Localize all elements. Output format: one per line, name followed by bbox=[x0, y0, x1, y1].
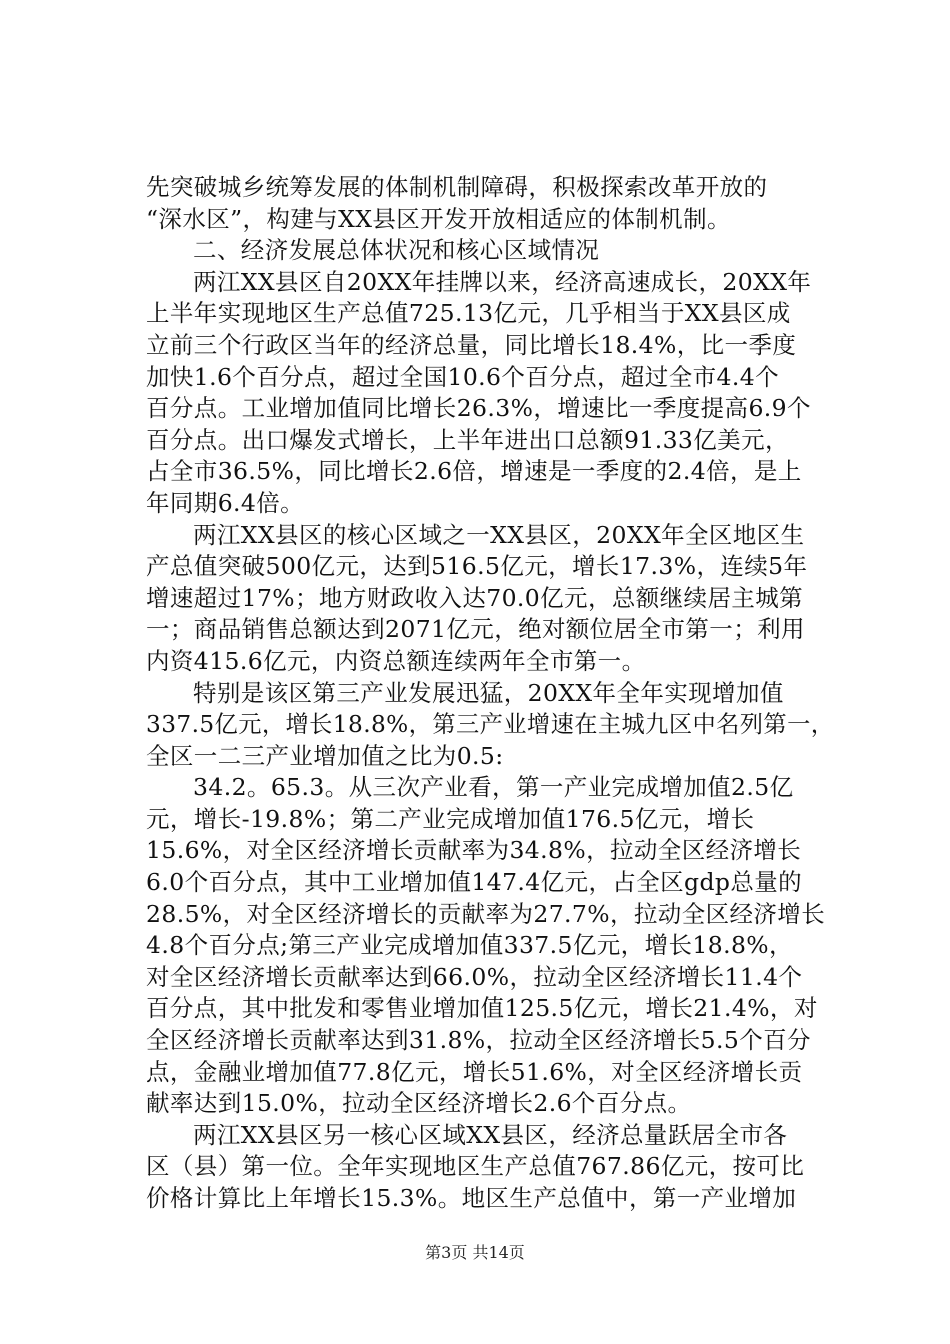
text-line: 特别是该区第三产业发展迅猛，20XX年全年实现增加值 bbox=[193, 678, 784, 707]
text-line: 价格计算比上年增长15.3%。地区生产总值中，第一产业增加 bbox=[146, 1184, 797, 1212]
text-line: 6.0个百分点，其中工业增加值147.4亿元，占全区gdp总量的 bbox=[146, 868, 803, 897]
text-line: 点，金融业增加值77.8亿元，增长51.6%，对全区经济增长贡 bbox=[146, 1057, 803, 1086]
page-footer: 第3页 共14页 bbox=[425, 1243, 525, 1262]
text-line: 对全区经济增长贡献率达到66.0%，拉动全区经济增长11.4个 bbox=[146, 962, 803, 991]
text-line: 占全市36.5%，同比增长2.6倍，增速是一季度的2.4倍，是上 bbox=[146, 457, 802, 486]
text-line: 百分点。工业增加值同比增长26.3%，增速比一季度提高6.9个 bbox=[146, 394, 811, 423]
text-line: 两江XX县区另一核心区域XX县区，经济总量跃居全市各 bbox=[193, 1120, 788, 1149]
text-line: 337.5亿元，增长18.8%，第三产业增速在主城九区中名列第一， bbox=[146, 711, 835, 739]
text-line: 内资415.6亿元，内资总额连续两年全市第一。 bbox=[146, 646, 646, 675]
document-body bbox=[146, 172, 840, 1215]
text-line: 两江XX县区自20XX年挂牌以来，经济高速成长，20XX年 bbox=[193, 267, 812, 296]
text-line: 上半年实现地区生产总值725.13亿元，几乎相当于XX县区成 bbox=[146, 299, 791, 328]
text-line: 两江XX县区的核心区域之一XX县区，20XX年全区地区生 bbox=[193, 520, 805, 549]
text-line: 增速超过17%；地方财政收入达70.0亿元，总额继续居主城第 bbox=[146, 583, 804, 612]
text-line: 28.5%，对全区经济增长的贡献率为27.7%，拉动全区经济增长 bbox=[146, 899, 826, 928]
text-line: 百分点。出口爆发式增长，上半年进出口总额91.33亿美元， bbox=[146, 425, 789, 454]
text-line: 加快1.6个百分点，超过全国10.6个百分点，超过全市4.4个 bbox=[146, 362, 779, 391]
text-line: 区（县）第一位。全年实现地区生产总值767.86亿元，按可比 bbox=[146, 1152, 805, 1181]
text-line: 元，增长-19.8%；第二产业完成增加值176.5亿元，增长 bbox=[146, 804, 755, 833]
text-line: 二、经济发展总体状况和核心区域情况 bbox=[193, 236, 600, 265]
text-line: 年同期6.4倍。 bbox=[146, 488, 305, 517]
text-line: 15.6%，对全区经济增长贡献率为34.8%，拉动全区经济增长 bbox=[146, 836, 802, 865]
text-line: “深水区”，构建与XX县区开发开放相适应的体制机制。 bbox=[146, 204, 731, 233]
text-line: 全区一二三产业增加值之比为0.5: bbox=[146, 741, 504, 770]
text-line: 4.8个百分点;第三产业完成增加值337.5亿元，增长18.8%， bbox=[146, 931, 793, 960]
text-line: 34.2。65.3。从三次产业看，第一产业完成增加值2.5亿 bbox=[193, 773, 794, 802]
text-line: 献率达到15.0%，拉动全区经济增长2.6个百分点。 bbox=[146, 1089, 692, 1118]
text-line: 一；商品销售总额达到2071亿元，绝对额位居全市第一；利用 bbox=[146, 615, 805, 644]
text-line: 产总值突破500亿元，达到516.5亿元，增长17.3%，连续5年 bbox=[146, 552, 808, 581]
text-line: 先突破城乡统筹发展的体制机制障碍，积极探索改革开放的 bbox=[146, 173, 768, 201]
text-line: 全区经济增长贡献率达到31.8%，拉动全区经济增长5.5个百分 bbox=[146, 1026, 811, 1055]
text-line: 百分点，其中批发和零售业增加值125.5亿元，增长21.4%，对 bbox=[146, 994, 818, 1023]
text-line: 立前三个行政区当年的经济总量，同比增长18.4%，比一季度 bbox=[146, 330, 797, 359]
